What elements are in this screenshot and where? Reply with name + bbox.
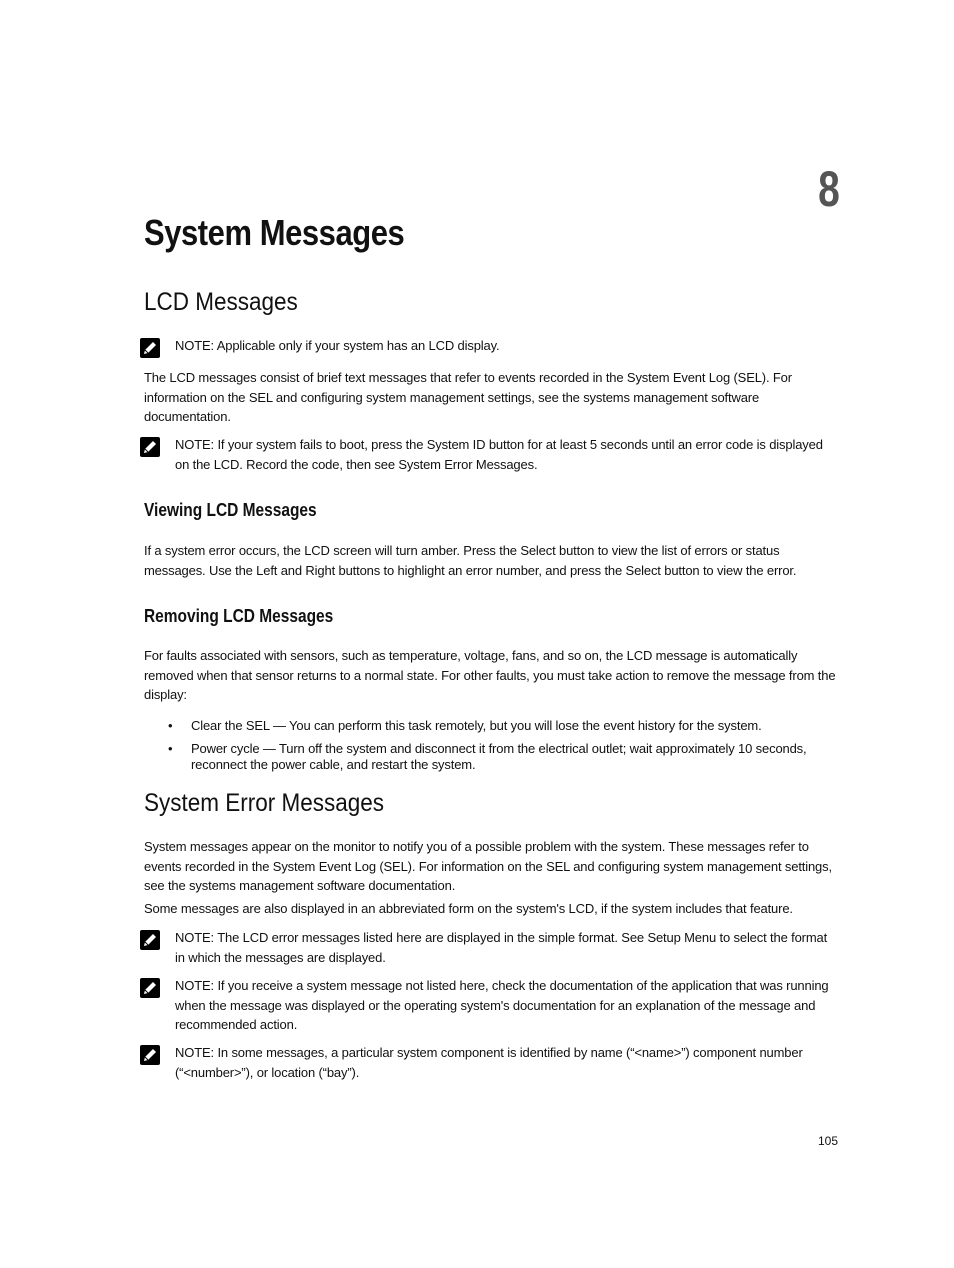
bullet-icon: • bbox=[168, 718, 173, 733]
note-pencil-icon bbox=[140, 338, 160, 358]
removal-steps-list bbox=[144, 718, 844, 780]
note-label: NOTE: bbox=[175, 930, 214, 945]
note-text: If your system fails to boot, press the System ID button for at least 5 seconds until an error code is displayed on the LCD. Record the code, then see System Error Messages. bbox=[175, 437, 823, 472]
error-intro-paragraph: System messages appear on the monitor to notify you of a possible problem with the system. These messages refer to events recorded in the System Event Log (SEL). For information on the SEL and configuring system management settings, see the systems management software documentation. bbox=[144, 839, 832, 893]
note-simple-format bbox=[140, 928, 840, 968]
list-item bbox=[144, 718, 844, 735]
note-text: If you receive a system message not listed here, check the documentation of the application that was running when the message was displayed or the operating system's documentation for an explanation of the message and recommended action. bbox=[175, 978, 829, 1032]
note-text: In some messages, a particular system component is identified by name (“<name>”) component number (“<number>”), or location (“bay”). bbox=[175, 1045, 803, 1080]
note-label: NOTE: bbox=[175, 338, 214, 353]
lcd-intro-paragraph: The LCD messages consist of brief text messages that refer to events recorded in the System Event Log (SEL). For information on the SEL and configuring system management settings, see the systems management software documentation. bbox=[144, 370, 792, 424]
removing-lcd-paragraph: For faults associated with sensors, such as temperature, voltage, fans, and so on, the LCD message is automatically removed when that sensor returns to a normal state. For other faults, you must take action to remove the message from the display: bbox=[144, 648, 836, 702]
list-item bbox=[144, 741, 844, 774]
list-item-text: Clear the SEL — You can perform this task remotely, but you will lose the event history for the system. bbox=[191, 718, 762, 733]
note-label: NOTE: bbox=[175, 1045, 214, 1060]
system-error-messages-heading: System Error Messages bbox=[144, 789, 385, 817]
removing-lcd-heading: Removing LCD Messages bbox=[144, 606, 334, 626]
note-pencil-icon bbox=[140, 1045, 160, 1065]
note-pencil-icon bbox=[140, 437, 160, 457]
list-item-text: Power cycle — Turn off the system and disconnect it from the electrical outlet; wait approximately 10 seconds, reconnect the power cable, and restart the system. bbox=[191, 740, 807, 772]
chapter-number: 8 bbox=[818, 161, 840, 217]
note-label: NOTE: bbox=[175, 437, 214, 452]
note-boot-failure bbox=[140, 435, 840, 475]
note-unlisted-message bbox=[140, 976, 840, 1036]
error-lcd-paragraph: Some messages are also displayed in an abbreviated form on the system's LCD, if the system includes that feature. bbox=[144, 901, 793, 916]
note-component-identification bbox=[140, 1043, 840, 1083]
page-title: System Messages bbox=[144, 212, 405, 253]
page-number: 105 bbox=[818, 1134, 839, 1148]
lcd-messages-heading: LCD Messages bbox=[144, 288, 298, 316]
note-label: NOTE: bbox=[175, 978, 214, 993]
viewing-lcd-paragraph: If a system error occurs, the LCD screen will turn amber. Press the Select button to view the list of errors or status messages. Use the Left and Right buttons to highlight an error number, and press the Select button to view the error. bbox=[144, 543, 797, 578]
viewing-lcd-heading: Viewing LCD Messages bbox=[144, 500, 317, 520]
bullet-icon: • bbox=[168, 740, 173, 756]
note-text: The LCD error messages listed here are displayed in the simple format. See Setup Menu to select the format in which the messages are displayed. bbox=[175, 930, 828, 965]
note-text: Applicable only if your system has an LCD display. bbox=[213, 338, 500, 353]
note-pencil-icon bbox=[140, 930, 160, 950]
note-pencil-icon bbox=[140, 978, 160, 998]
